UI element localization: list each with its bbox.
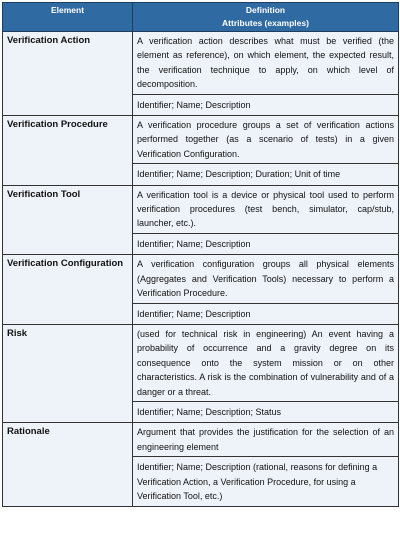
element-attributes: Identifier; Name; Description	[133, 94, 399, 115]
header-attributes-label: Attributes (examples)	[222, 18, 309, 28]
header-definition-label: Definition	[245, 5, 286, 15]
header-element: Element	[3, 3, 133, 32]
definitions-table-container	[2, 2, 398, 507]
header-definition	[133, 3, 399, 32]
table-row	[3, 32, 399, 95]
element-definition: A verification procedure groups a set of verification actions performed together (as a scenario of tests) in a given Verification Configuration.	[133, 116, 399, 164]
table-row	[3, 324, 399, 401]
element-name: Verification Configuration	[3, 255, 133, 325]
element-name: Verification Procedure	[3, 116, 133, 186]
element-name: Verification Action	[3, 32, 133, 116]
table-row	[3, 185, 399, 233]
element-attributes: Identifier; Name; Description (rational, reasons for defining a Verification Action, a Verification Procedure, for using a Verification Tool, etc.)	[133, 457, 399, 507]
element-attributes: Identifier; Name; Description	[133, 303, 399, 324]
element-attributes: Identifier; Name; Description; Status	[133, 401, 399, 422]
element-name: Risk	[3, 324, 133, 422]
element-attributes: Identifier; Name; Description; Duration; Unit of time	[133, 164, 399, 185]
element-definition: Argument that provides the justification for the selection of an engineering element	[133, 423, 399, 457]
element-attributes: Identifier; Name; Description	[133, 233, 399, 254]
element-definition: A verification tool is a device or physical tool used to perform verification procedures (test bench, simulator, cap/stub, launcher, etc.).	[133, 185, 399, 233]
element-definition: A verification configuration groups all physical elements (Aggregates and Verification Tools) necessary to perform a Verification Procedure.	[133, 255, 399, 303]
table-row	[3, 255, 399, 303]
element-definition: (used for technical risk in engineering) An event having a probability of occurrence and a gravity degree on its consequence onto the system mission or on other characteristics. A risk is the combination of vulnerability and of a danger or a threat.	[133, 324, 399, 401]
table-row	[3, 423, 399, 457]
element-definition: A verification action describes what must be verified (the element as reference), on which element, the expected result, the verification technique to apply, on which level of decomposition.	[133, 32, 399, 95]
table-header-row	[3, 3, 399, 32]
table-row	[3, 116, 399, 164]
element-name: Rationale	[3, 423, 133, 507]
element-name: Verification Tool	[3, 185, 133, 255]
definitions-table	[2, 2, 399, 507]
